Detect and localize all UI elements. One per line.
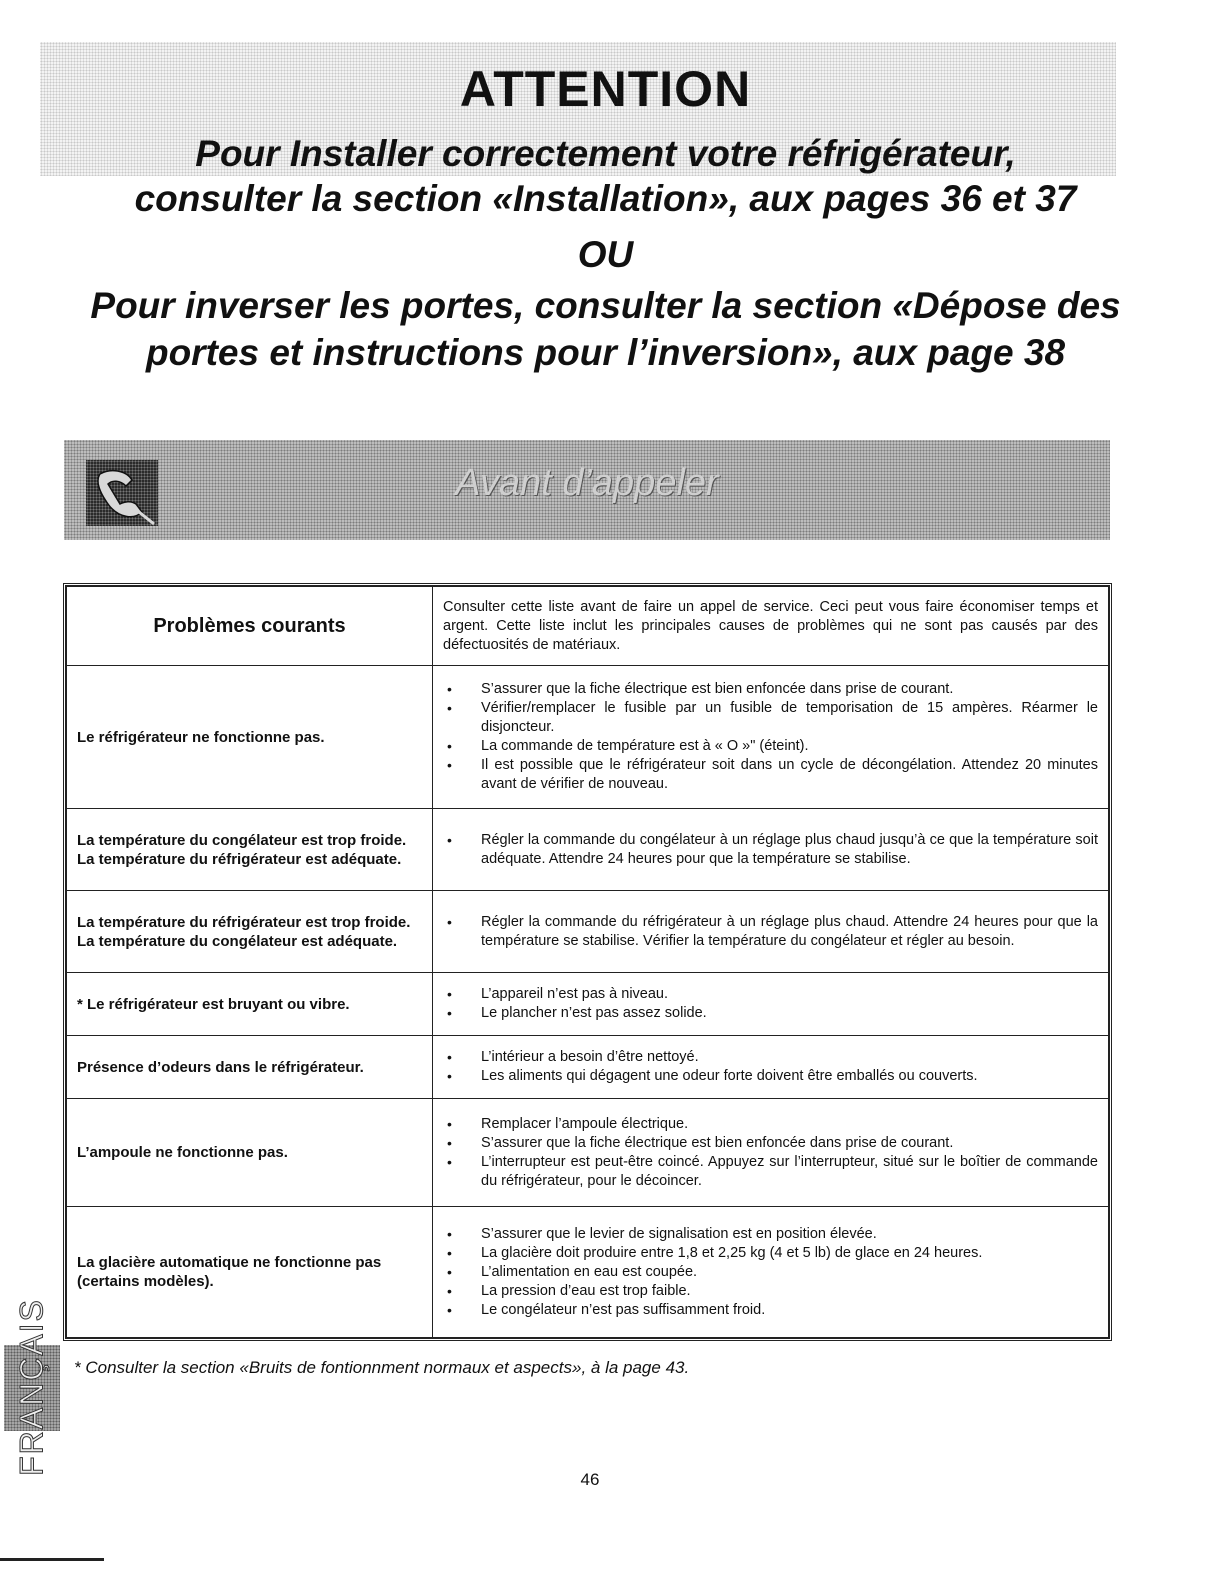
list-item: • Le plancher n’est pas assez solide. <box>443 1004 1098 1023</box>
list-item: • L’appareil n’est pas à niveau. <box>443 985 1098 1004</box>
problem-cell: L’ampoule ne fonctionne pas. <box>67 1099 433 1207</box>
column-header-problems: Problèmes courants <box>67 587 433 666</box>
solution-cell <box>433 891 1109 973</box>
list-item: • L’interrupteur est peut-être coincé. Appuyez sur l’interrupteur, situé sur le boîtier de commande du réfrigérateur, pour le décoincer. <box>443 1153 1098 1191</box>
list-item: • La pression d’eau est trop faible. <box>443 1282 1098 1301</box>
problem-cell: La température du congélateur est trop froide. La température du réfrigérateur est adéquate. <box>67 809 433 891</box>
problem-cell: * Le réfrigérateur est bruyant ou vibre. <box>67 973 433 1036</box>
table-row <box>67 809 1109 891</box>
problem-cell: Présence d’odeurs dans le réfrigérateur. <box>67 1036 433 1099</box>
headline-line-4: portes et instructions pour l’inversion», aux page 38 <box>145 332 1066 373</box>
banner-title: Avant d’appeler <box>455 462 719 504</box>
list-item: • S’assurer que la fiche électrique est bien enfoncée dans prise de courant. <box>443 1134 1098 1153</box>
section-banner <box>64 440 1110 540</box>
table-header-row <box>67 587 1109 666</box>
list-item: • La glacière doit produire entre 1,8 et 2,25 kg (4 et 5 lb) de glace en 24 heures. <box>443 1244 1098 1263</box>
solution-cell <box>433 973 1109 1036</box>
list-item: • Régler la commande du congélateur à un réglage plus chaud jusqu’à ce que la température soit adéquate. Attendre 24 heures pour que la température se stabilise. <box>443 831 1098 869</box>
problem-cell: La glacière automatique ne fonctionne pas (certains modèles). <box>67 1207 433 1338</box>
footnote: * Consulter la section «Bruits de fontionnment normaux et aspects», à la page 43. <box>74 1358 690 1377</box>
table-row <box>67 1099 1109 1207</box>
list-item: • La commande de température est à « O »" (éteint). <box>443 737 1098 756</box>
headline-line-3: Pour inverser les portes, consulter la section «Dépose des <box>90 285 1121 326</box>
troubleshooting-table <box>63 583 1112 1341</box>
solution-cell <box>433 1099 1109 1207</box>
list-item: • S’assurer que la fiche électrique est bien enfoncée dans prise de courant. <box>443 680 1098 699</box>
list-item: • Il est possible que le réfrigérateur soit dans un cycle de décongélation. Attendez 20 minutes avant de vérifier de nouveau. <box>443 756 1098 794</box>
list-item: • L’intérieur a besoin d’être nettoyé. <box>443 1048 1098 1067</box>
solution-cell <box>433 1036 1109 1099</box>
language-tab-label: FRANÇAIS <box>13 1298 50 1476</box>
list-item: • L’alimentation en eau est coupée. <box>443 1263 1098 1282</box>
scan-artifact-line <box>0 1558 104 1561</box>
table-row <box>67 1207 1109 1338</box>
solution-cell <box>433 666 1109 809</box>
solution-cell <box>433 1207 1109 1338</box>
list-item: • Remplacer l’ampoule électrique. <box>443 1115 1098 1134</box>
list-item: • Le congélateur n’est pas suffisamment froid. <box>443 1301 1098 1320</box>
headline-or: OU <box>577 234 634 275</box>
list-item: • Vérifier/remplacer le fusible par un fusible de temporisation de 15 ampères. Réarmer le disjoncteur. <box>443 699 1098 737</box>
list-item: • Régler la commande du réfrigérateur à un réglage plus chaud. Attendre 24 heures pour que la température se stabilise. Vérifier la température du congélateur et régler au besoin. <box>443 913 1098 951</box>
attention-title: ATTENTION <box>459 61 752 117</box>
headline-line-2: consulter la section «Installation», aux pages 36 et 37 <box>134 178 1077 219</box>
list-item: • Les aliments qui dégagent une odeur forte doivent être emballés ou couverts. <box>443 1067 1098 1086</box>
table-row <box>67 666 1109 809</box>
table-row <box>67 1036 1109 1099</box>
problem-cell: La température du réfrigérateur est trop froide. La température du congélateur est adéquate. <box>67 891 433 973</box>
page-number: 46 <box>580 1470 600 1489</box>
list-item: • S’assurer que le levier de signalisation est en position élevée. <box>443 1225 1098 1244</box>
headline-line-1: Pour Installer correctement votre réfrigérateur, <box>195 133 1016 174</box>
table-row <box>67 891 1109 973</box>
solution-cell <box>433 809 1109 891</box>
problem-cell: Le réfrigérateur ne fonctionne pas. <box>67 666 433 809</box>
intro-text: Consulter cette liste avant de faire un appel de service. Ceci peut vous faire économiser temps et argent. Cette liste inclut les principales causes de problèmes qui ne sont pas causés par des défectuosités de matériaux. <box>433 587 1109 666</box>
table-row <box>67 973 1109 1036</box>
